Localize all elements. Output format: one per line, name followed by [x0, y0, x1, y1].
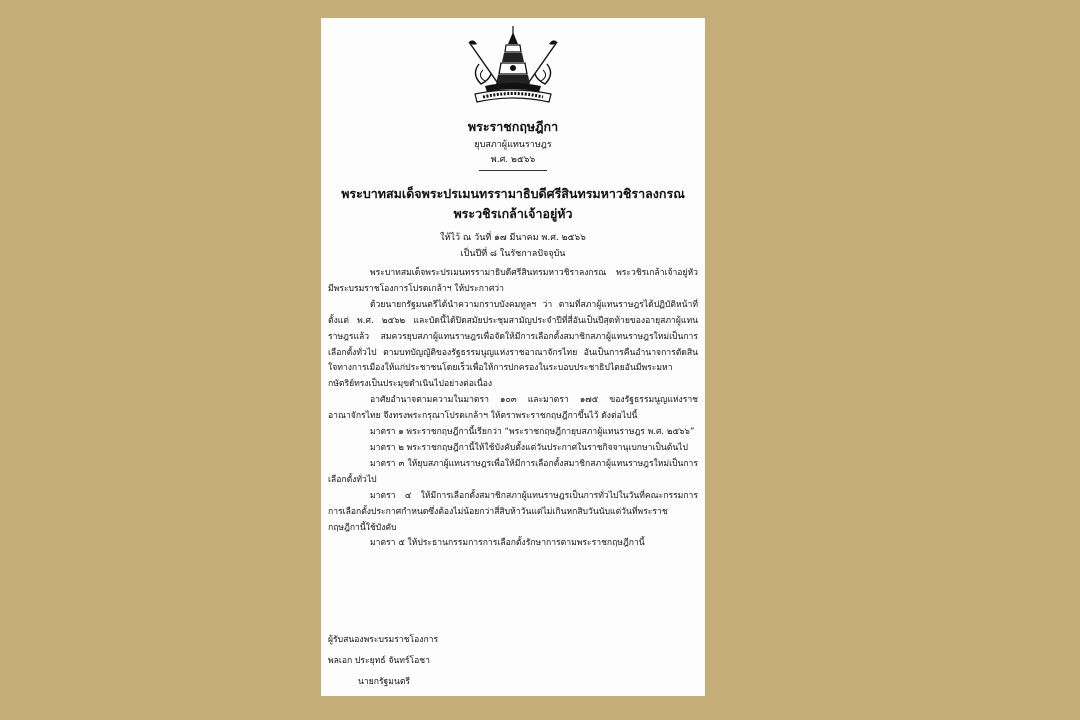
section-4: มาตรา ๔ ให้มีการเลือกตั้งสมาชิกสภาผู้แทนราษฎรเป็นการทั่วไปในวันที่คณะกรรมการการเลือกตั้งประกาศกำหนดซึ่งต้องไม่น้อยกว่าสี่สิบห้าวันแต่ไม่เกินหกสิบวันนับแต่วันที่พระราชกฤษฎีกานี้ใช้บังคับ: [328, 490, 698, 533]
decree-body: [328, 266, 698, 552]
section-3: มาตรา ๓ ให้ยุบสภาผู้แทนราษฎรเพื่อให้มีการเลือกตั้งสมาชิกสภาผู้แทนราษฎรใหม่เป็นการเลือกตั้งทั่วไป: [328, 458, 698, 485]
section-2: มาตรา ๒ พระราชกฤษฎีกานี้ให้ใช้บังคับตั้งแต่วันประกาศในราชกิจจานุเบกษาเป็นต้นไป: [370, 442, 688, 453]
countersignature-block: [328, 630, 698, 693]
king-title-line-2: พระวชิรเกล้าเจ้าอยู่หัว: [453, 206, 573, 221]
preamble-paragraph: พระบาทสมเด็จพระปรเมนทรรามาธิบดีศรีสินทรมหาวชิราลงกรณ พระวชิรเกล้าเจ้าอยู่หัว มีพระบรมราชโองการโปรดเกล้าฯ ให้ประกาศว่า: [328, 268, 698, 294]
countersign-label: ผู้รับสนองพระบรมราชโองการ: [328, 635, 439, 645]
signatory-position: นายกรัฐมนตรี: [358, 677, 411, 687]
authority-paragraph: อาศัยอำนาจตามความในมาตรา ๑๐๓ และมาตรา ๑๗๕ ของรัฐธรรมนูญแห่งราชอาณาจักรไทย จึงทรงพระกรุณาโปรดเกล้าฯ ให้ตราพระราชกฤษฎีกาขึ้นไว้ ดังต่อไปนี้: [328, 395, 698, 422]
section-1: มาตรา ๑ พระราชกฤษฎีกานี้เรียกว่า “พระราชกฤษฎีกายุบสภาผู้แทนราษฎร พ.ศ. ๒๕๖๖”: [370, 427, 695, 438]
document-subject: ยุบสภาผู้แทนราษฎร: [474, 140, 552, 150]
header-divider: [479, 170, 547, 171]
reason-paragraph: ด้วยนายกรัฐมนตรีได้นำความกราบบังคมทูลฯ ว่า ตามที่สภาผู้แทนราษฎรได้ปฏิบัติหน้าที่ตั้งแต่ พ.ศ. ๒๕๖๒ และบัดนี้ได้ปิดสมัยประชุมสามัญประจำปีที่สี่อันเป็นปีสุดท้ายของอายุสภาผู้แทนราษฎรแล้ว สมควรยุบสภาผู้แทนราษฎรเพื่อจัดให้มีการเลือกตั้งสมาชิกสภาผู้แทนราษฎรใหม่เป็นการเลือกตั้งทั่วไป ตามบทบัญญัติของรัฐธรรมนูญแห่งราชอาณาจักรไทย อันเป็นการคืนอำนาจการตัดสินใจทางการเมืองให้แก่ประชาชนโดยเร็วเพื่อให้การปกครองในระบอบประชาธิปไตยอันมีพระมหากษัตริย์ทรงเป็นประมุขดำเนินไปอย่างต่อเนื่อง: [328, 299, 698, 390]
royal-crown-emblem-icon: [461, 24, 565, 104]
king-title-line-1: พระบาทสมเด็จพระปรเมนทรรามาธิบดีศรีสินทรมหาวชิราลงกรณ: [341, 186, 685, 201]
reign-year: เป็นปีที่ ๘ ในรัชกาลปัจจุบัน: [460, 249, 566, 259]
decree-page: [321, 18, 705, 696]
section-5: มาตรา ๕ ให้ประธานกรรมการการเลือกตั้งรักษาการตามพระราชกฤษฎีกานี้: [370, 538, 645, 549]
document-type: พระราชกฤษฎีกา: [467, 119, 559, 134]
signatory-name: พลเอก ประยุทธ์ จันทร์โอชา: [328, 656, 430, 666]
given-date: ให้ไว้ ณ วันที่ ๑๗ มีนาคม พ.ศ. ๒๕๖๖: [440, 233, 586, 243]
document-year: พ.ศ. ๒๕๖๖: [490, 155, 536, 165]
